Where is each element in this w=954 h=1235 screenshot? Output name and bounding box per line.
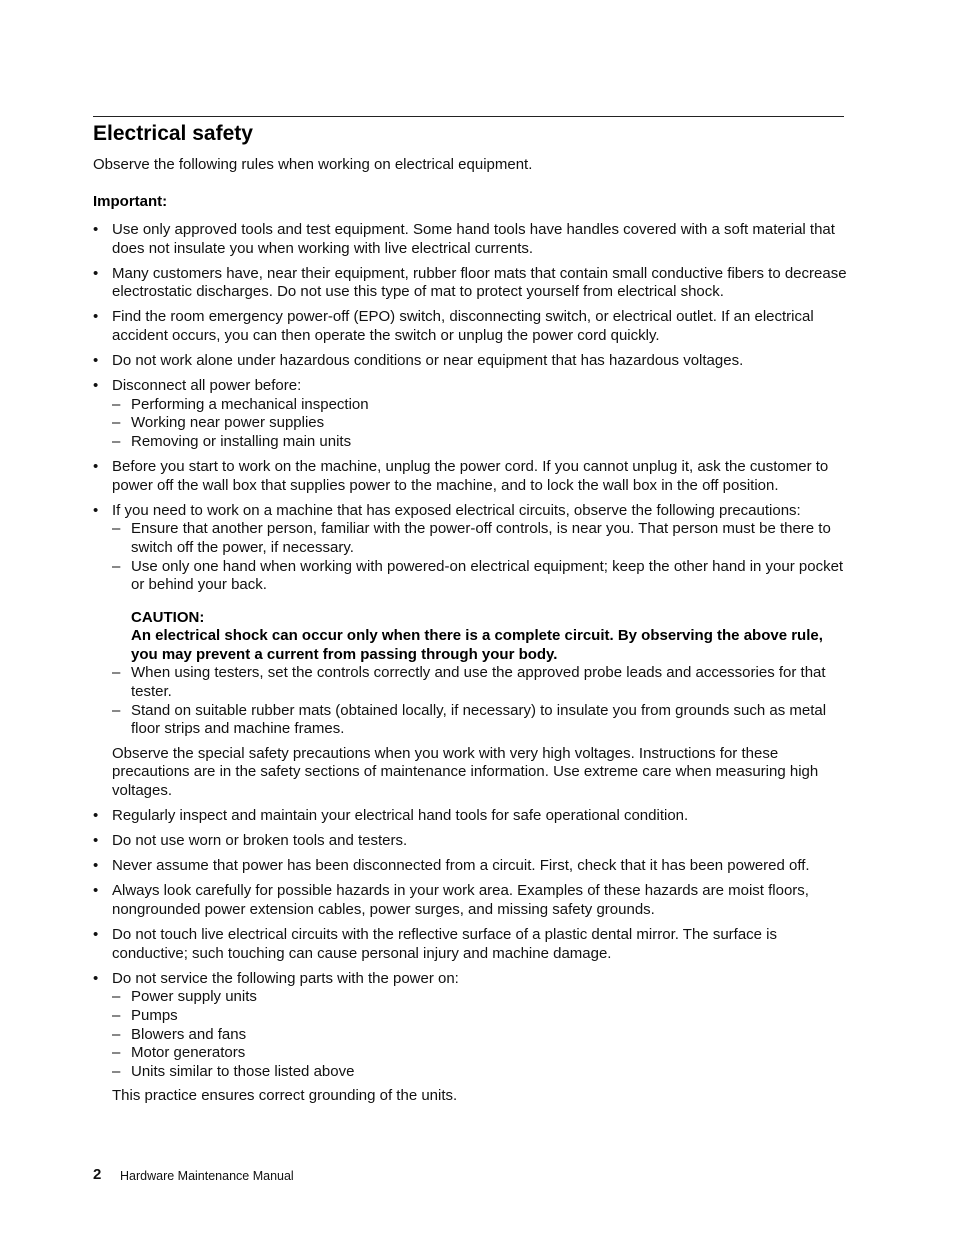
dash-icon: – <box>112 414 121 432</box>
rule-text: Regularly inspect and maintain your electrical hand tools for safe operational condition. <box>112 807 689 825</box>
rule-text: Do not work alone under hazardous conditions or near equipment that has hazardous voltages. <box>112 352 744 370</box>
important-label: Important: <box>93 193 168 210</box>
sub-item-text: Use only one hand when working with powered-on electrical equipment; keep the other hand in your pocket or behind your back. <box>131 557 844 594</box>
sub-item <box>112 433 853 452</box>
rule-worn-tools <box>93 832 853 851</box>
dash-icon: – <box>112 1006 121 1024</box>
sub-item <box>112 414 853 433</box>
dash-icon: – <box>112 395 121 413</box>
sub-list <box>112 520 853 594</box>
sub-item-text: Stand on suitable rubber mats (obtained locally, if necessary) to insulate you from grounds such as metal floor strips and machine frames. <box>131 701 827 738</box>
sub-item <box>112 1026 853 1045</box>
rule-power-on-parts <box>93 970 853 1106</box>
rule-epo-switch <box>93 308 853 345</box>
page-number: 2 <box>93 1166 102 1183</box>
bullet-icon: • <box>93 308 99 326</box>
dash-icon: – <box>112 432 121 450</box>
rule-unplug-cord <box>93 458 853 495</box>
rule-disconnect-power <box>93 377 853 451</box>
high-voltage-note: Observe the special safety precautions when you work with very high voltages. Instructions for these precautions are in the safety sections of maintenance information. Use extreme care when measuring high voltages. <box>112 744 819 800</box>
sub-item <box>112 520 853 557</box>
rule-text: Many customers have, near their equipment, rubber floor mats that contain small conductive fibers to decrease electrostatic discharges. Do not use this type of mat to protect yourself from electrical shock. <box>112 264 847 301</box>
bullet-icon: • <box>93 926 99 944</box>
bullet-icon: • <box>93 377 99 395</box>
bullet-icon: • <box>93 807 99 825</box>
bullet-icon: • <box>93 882 99 900</box>
bullet-icon: • <box>93 501 99 519</box>
sub-item-text: Blowers and fans <box>131 1025 247 1043</box>
intro-text: Observe the following rules when working on electrical equipment. <box>93 156 533 173</box>
sub-item <box>112 558 853 595</box>
rule-text: If you need to work on a machine that has exposed electrical circuits, observe the following precautions: <box>112 501 801 519</box>
rule-text: Do not use worn or broken tools and testers. <box>112 832 408 850</box>
sub-list <box>112 396 853 452</box>
grounding-note: This practice ensures correct grounding of the units. <box>112 1087 458 1105</box>
bullet-icon: • <box>93 458 99 476</box>
bullet-icon: • <box>93 352 99 370</box>
safety-rules <box>93 221 853 1112</box>
sub-item-text: Working near power supplies <box>131 414 325 432</box>
caution-label: CAUTION: <box>131 608 205 626</box>
sub-list <box>112 988 853 1081</box>
safety-rule-list <box>93 221 853 1106</box>
sub-item <box>112 1007 853 1026</box>
dash-icon: – <box>112 1025 121 1043</box>
sub-item-text: Pumps <box>131 1006 178 1024</box>
rule-text: Use only approved tools and test equipment. Some hand tools have handles covered with a soft material that does not insulate you when working with live electrical currents. <box>112 221 835 257</box>
rule-text: Do not service the following parts with the power on: <box>112 969 459 987</box>
bullet-icon: • <box>93 221 99 238</box>
bullet-icon: • <box>93 264 99 282</box>
sub-item-text: Motor generators <box>131 1044 246 1062</box>
sub-item-text: Power supply units <box>131 988 257 1006</box>
rule-never-assume <box>93 857 853 876</box>
bullet-icon: • <box>93 969 99 987</box>
dash-icon: – <box>112 664 121 682</box>
sub-item-text: Units similar to those listed above <box>131 1062 355 1080</box>
dash-icon: – <box>112 557 121 575</box>
rule-text: Disconnect all power before: <box>112 377 302 395</box>
rule-text: Before you start to work on the machine, unplug the power cord. If you cannot unplug it, ask the customer to power off the wall box that supplies power to the machine, and to lock the wall box in the off position. <box>112 458 829 494</box>
page-title: Electrical safety <box>93 122 253 145</box>
rule-text: Do not touch live electrical circuits with the reflective surface of a plastic dental mirror. The surface is conductive; such touching can cause personal injury and machine damage. <box>112 926 778 962</box>
dash-icon: – <box>112 1062 121 1080</box>
rule-approved-tools <box>93 221 853 258</box>
sub-item-text: Removing or installing main units <box>131 432 352 450</box>
rule-hazards <box>93 882 853 919</box>
title-rule <box>93 116 844 117</box>
sub-item-text: Performing a mechanical inspection <box>131 395 369 413</box>
sub-item <box>112 988 853 1007</box>
sub-item <box>112 396 853 415</box>
dash-icon: – <box>112 988 121 1006</box>
caution-text: An electrical shock can occur only when there is a complete circuit. By observing the above rule, you may prevent a current from passing through your body. <box>131 627 823 663</box>
sub-item-text: Ensure that another person, familiar with the power-off controls, is near you. That person must be there to switch off the power, if necessary. <box>131 520 831 556</box>
rule-exposed-circuits <box>93 502 853 801</box>
rule-inspect-tools <box>93 807 853 826</box>
rule-text: Always look carefully for possible hazards in your work area. Examples of these hazards are moist floors, nongrounded power extension cables, power surges, and missing safety grounds. <box>112 882 809 918</box>
bullet-icon: • <box>93 832 99 850</box>
sub-list <box>112 664 853 738</box>
rule-work-alone <box>93 352 853 371</box>
caution-notice <box>112 609 853 665</box>
manual-title: Hardware Maintenance Manual <box>120 1169 294 1183</box>
bullet-icon: • <box>93 857 99 875</box>
rule-rubber-mats <box>93 265 853 302</box>
dash-icon: – <box>112 1044 121 1062</box>
rule-text: Find the room emergency power-off (EPO) switch, disconnecting switch, or electrical outlet. If an electrical accident occurs, you can then operate the switch or unplug the power cord quickly. <box>112 308 814 344</box>
sub-item <box>112 1063 853 1082</box>
rule-text: Never assume that power has been disconnected from a circuit. First, check that it has been powered off. <box>112 857 810 875</box>
dash-icon: – <box>112 520 121 538</box>
sub-item-text: When using testers, set the controls correctly and use the approved probe leads and accessories for that tester. <box>131 664 826 701</box>
sub-item <box>112 1044 853 1063</box>
rule-dental-mirror <box>93 926 853 963</box>
sub-item <box>112 702 853 739</box>
sub-item <box>112 664 853 701</box>
dash-icon: – <box>112 701 121 719</box>
